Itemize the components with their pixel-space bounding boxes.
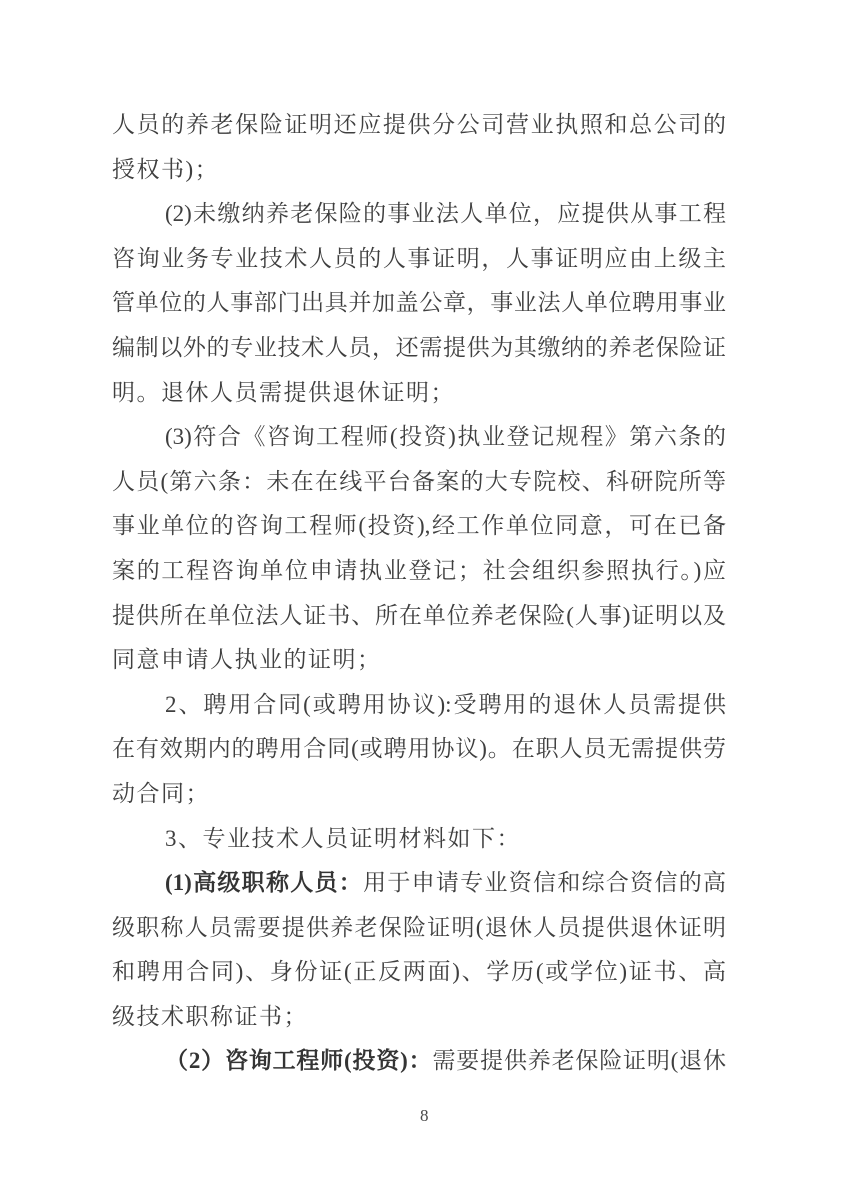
text-line: 明。退休人员需提供退休证明；: [112, 379, 455, 405]
text-line: 动合同；: [112, 780, 210, 806]
text-line: 和聘用合同)、身份证(正反两面)、学历(或学位)证书、高: [112, 959, 726, 985]
text-line: 管单位的人事部门出具并加盖公章，事业法人单位聘用事业: [112, 290, 726, 316]
bold-run: (1)高级职称人员：: [165, 870, 364, 896]
text-line: 事业单位的咨询工程师(投资),经工作单位同意，可在已备: [112, 513, 726, 539]
text-line: 授权书)；: [112, 156, 220, 182]
paragraph: [112, 861, 726, 1039]
text-line: 2、聘用合同(或聘用协议):受聘用的退休人员需提供: [165, 691, 726, 717]
text-line: 编制以外的专业技术人员，还需提供为其缴纳的养老保险证: [112, 334, 726, 360]
text-line: (3)符合《咨询工程师(投资)执业登记规程》第六条的: [165, 424, 726, 450]
paragraph: [112, 683, 726, 817]
text-line: (1)高级职称人员：用于申请专业资信和综合资信的高: [165, 870, 726, 896]
paragraph: [112, 192, 726, 415]
text-line: 咨询业务专业技术人员的人事证明，人事证明应由上级主: [112, 245, 726, 271]
text-line: 人员的养老保险证明还应提供分公司营业执照和总公司的: [112, 112, 726, 137]
paragraph: [112, 817, 726, 862]
text-line: （2）咨询工程师(投资)：需要提供养老保险证明(退休: [165, 1048, 726, 1074]
text-line: 提供所在单位法人证书、所在单位养老保险(人事)证明以及: [112, 602, 726, 628]
text-line: 级技术职称证书；: [112, 1003, 308, 1029]
page-number: 8: [420, 1106, 429, 1125]
text-line: 在有效期内的聘用合同(或聘用协议)。在职人员无需提供劳: [112, 736, 726, 762]
paragraph: [112, 1039, 726, 1084]
document-body: [112, 103, 726, 1084]
paragraph: [112, 415, 726, 683]
text-line: 级职称人员需要提供养老保险证明(退休人员提供退休证明: [112, 914, 726, 940]
text-line: 同意申请人执业的证明；: [112, 647, 382, 673]
text-line: (2)未缴纳养老保险的事业法人单位，应提供从事工程: [165, 201, 726, 227]
text-line: 案的工程咨询单位申请执业登记；社会组织参照执行。)应: [112, 557, 726, 583]
text-line: 人员(第六条：未在在线平台备案的大专院校、科研院所等: [112, 468, 726, 494]
bold-run: （2）咨询工程师(投资)：: [165, 1048, 433, 1074]
paragraph: [112, 103, 726, 192]
text-line: 3、专业技术人员证明材料如下：: [165, 825, 521, 851]
